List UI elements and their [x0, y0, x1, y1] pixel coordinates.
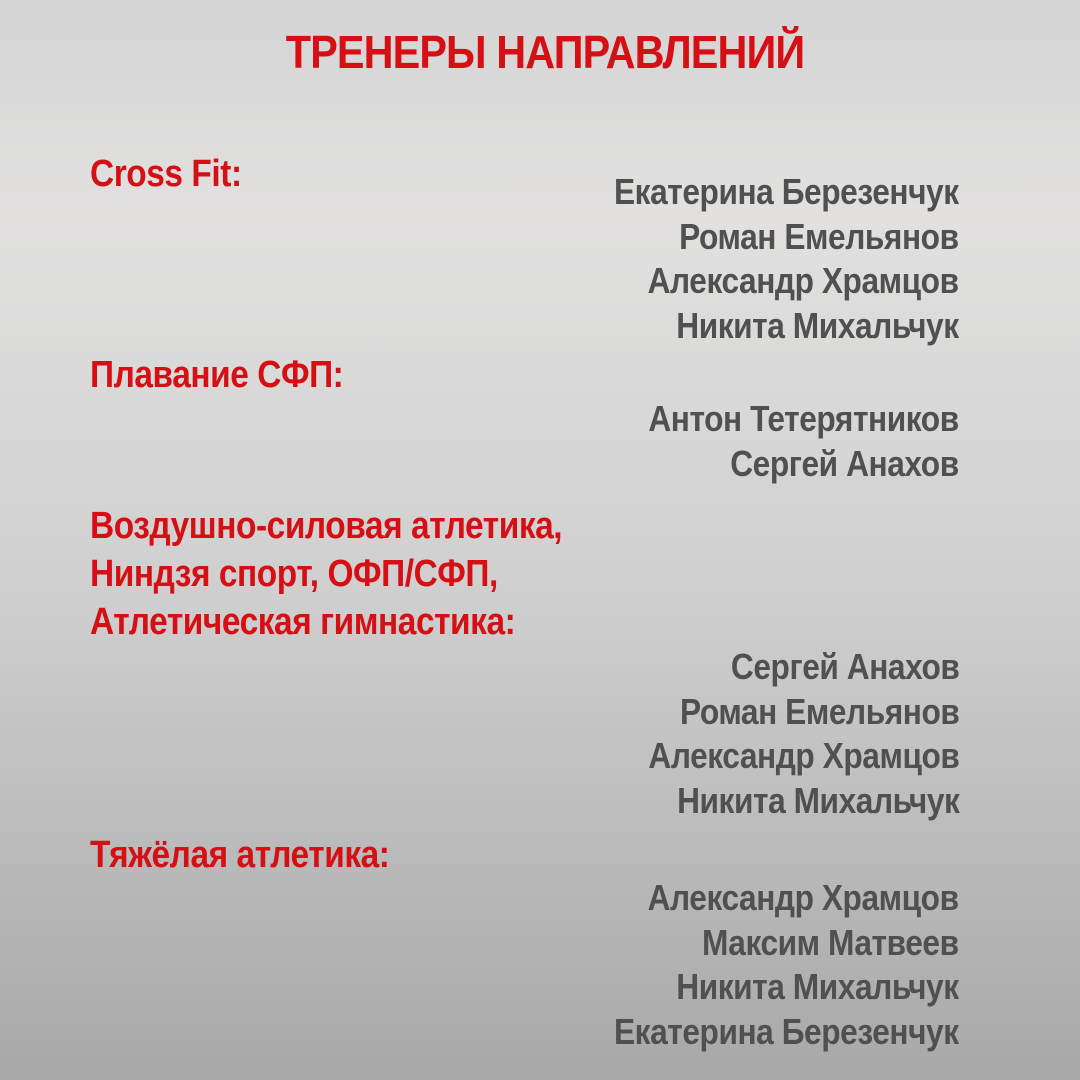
section-heading-crossfit — [90, 150, 242, 198]
coach-name: Максим Матвеев — [702, 921, 959, 963]
heading-line: Атлетическая гимнастика: — [90, 601, 516, 643]
heading-line: Тяжёлая атлетика: — [90, 834, 390, 876]
section-heading-swimming — [90, 351, 343, 399]
heading-line: Cross Fit: — [90, 153, 242, 195]
coach-name: Сергей Анахов — [730, 646, 959, 687]
coach-name: Антон Тетерятников — [648, 398, 959, 439]
coach-name: Александр Храмцов — [647, 877, 959, 918]
coach-name: Никита Михальчук — [676, 779, 959, 821]
coach-name: Роман Емельянов — [679, 690, 959, 732]
section-heading-weightlifting — [90, 831, 389, 879]
coach-name: Сергей Анахов — [730, 442, 959, 484]
coach-name: Никита Михальчук — [676, 966, 959, 1007]
heading-line: Воздушно-силовая атлетика, — [90, 505, 563, 547]
coach-list-crossfit — [614, 170, 959, 348]
heading-line: Ниндзя спорт, ОФП/СФП, — [90, 553, 498, 595]
coach-name: Никита Михальчук — [676, 304, 959, 346]
page-title: ТРЕНЕРЫ НАПРАВЛЕНИЙ — [285, 26, 805, 78]
coach-list-air-power — [648, 645, 959, 823]
heading-line: Плавание СФП: — [90, 354, 344, 396]
coach-name: Роман Емельянов — [679, 215, 959, 257]
coach-list-weightlifting — [614, 876, 959, 1054]
coach-name: Екатерина Березенчук — [614, 171, 959, 212]
coach-name: Екатерина Березенчук — [614, 1010, 959, 1052]
coach-list-swimming — [649, 397, 959, 486]
section-heading-air-power — [90, 502, 562, 646]
coach-name: Александр Храмцов — [647, 260, 959, 301]
coach-name: Александр Храмцов — [647, 735, 959, 776]
